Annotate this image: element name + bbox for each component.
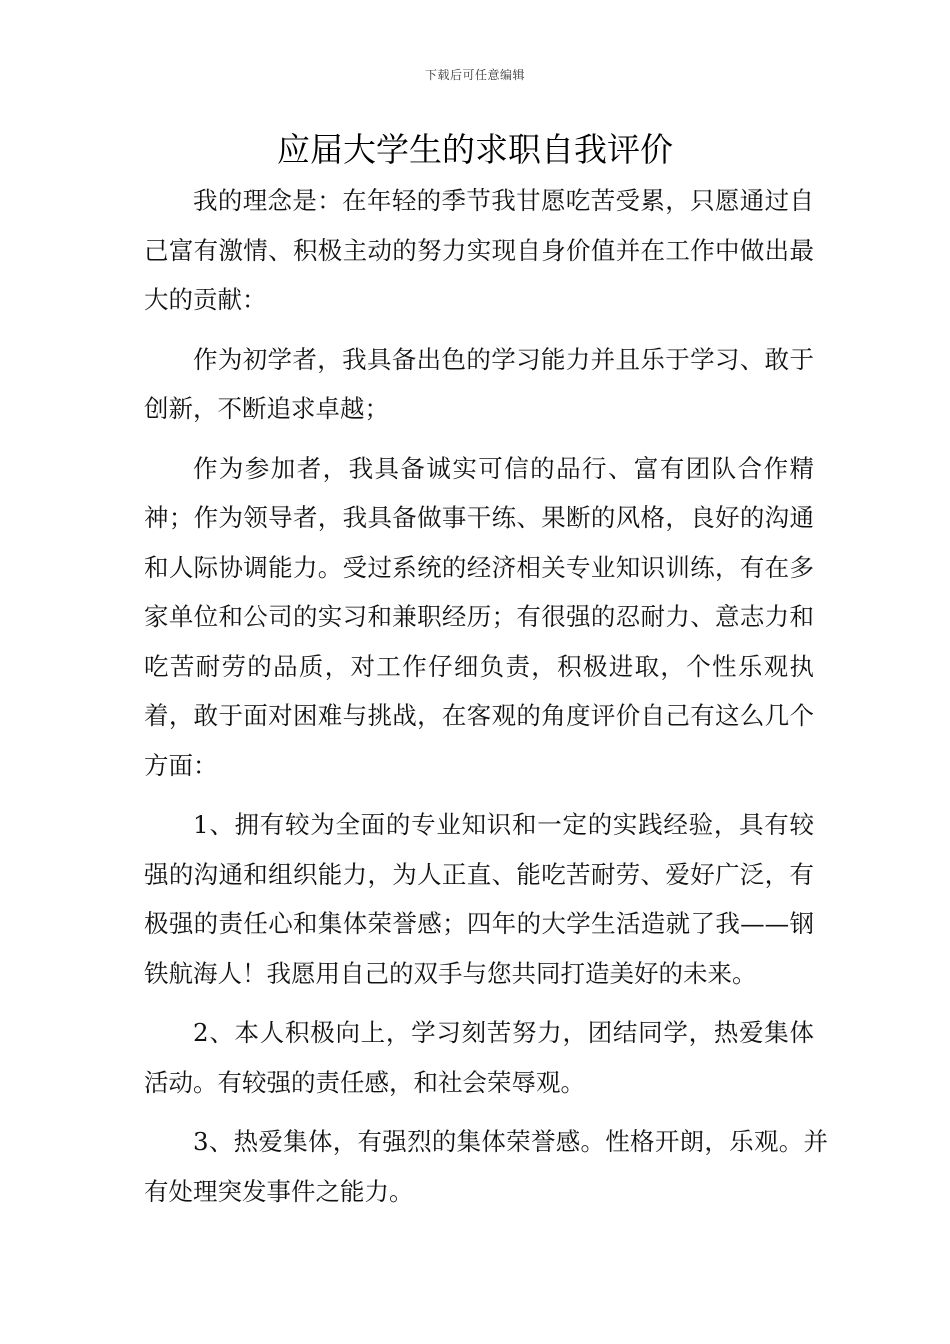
paragraph-participant: 作为参加者，我具备诚实可信的品行、富有团队合作精神；作为领导者，我具备做事干练、果断的风格，良好的沟通和人际协调能力。受过系统的经济相关专业知识训练，有在多家单位和公司的实习和兼职经历；有很强的忍耐力、意志力和吃苦耐劳的品质，对工作仔细负责，积极进取，个性乐观执着，敢于面对困难与挑战，在客观的角度评价自己有这么几个方面： (144, 453, 814, 780)
header-note: 下载后可任意编辑 (424, 68, 525, 82)
document-body (144, 176, 828, 1226)
paragraph-philosophy: 我的理念是：在年轻的季节我甘愿吃苦受累，只愿通过自己富有激情、积极主动的努力实现自身价值并在工作中做出最大的贡献： (144, 186, 814, 314)
paragraph-point-1: 1、拥有较为全面的专业知识和一定的实践经验，具有较强的沟通和组织能力，为人正直、能吃苦耐劳、爱好广泛，有极强的责任心和集体荣誉感；四年的大学生活造就了我——钢铁航海人！我愿用自己的双手与您共同打造美好的未来。 (144, 810, 814, 988)
paragraph-point-2: 2、本人积极向上，学习刻苦努力，团结同学，热爱集体活动。有较强的责任感，和社会荣辱观。 (144, 1018, 814, 1097)
paragraph-point-3: 3、热爱集体，有强烈的集体荣誉感。性格开朗，乐观。并有处理突发事件之能力。 (144, 1127, 828, 1206)
paragraph-learner: 作为初学者，我具备出色的学习能力并且乐于学习、敢于创新，不断追求卓越； (144, 344, 814, 423)
document-title: 应届大学生的求职自我评价 (277, 130, 673, 169)
